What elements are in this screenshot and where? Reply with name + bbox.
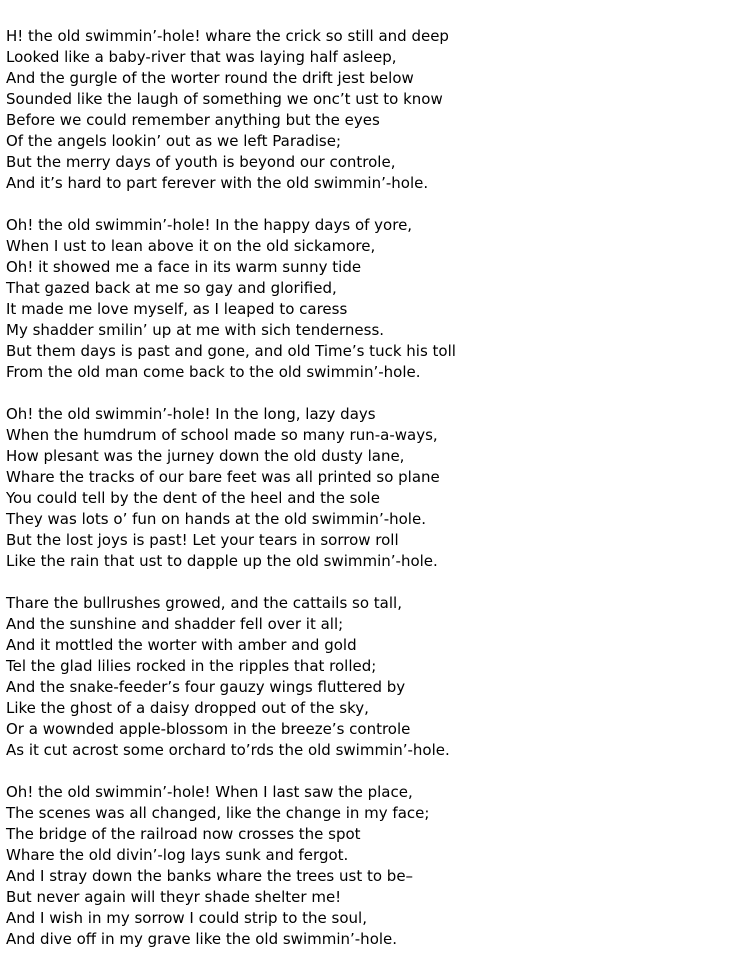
stanza-4 xyxy=(6,593,746,761)
poem-line: They was lots o’ fun on hands at the old swimmin’-hole. xyxy=(6,510,426,528)
poem-line: Before we could remember anything but the eyes xyxy=(6,111,380,129)
poem-line: Like the rain that ust to dapple up the old swimmin’-hole. xyxy=(6,552,438,570)
poem-line: And the sunshine and shadder fell over it all; xyxy=(6,615,344,633)
poem-line: Whare the tracks of our bare feet was all printed so plane xyxy=(6,468,440,486)
poem-line: But the merry days of youth is beyond our controle, xyxy=(6,153,396,171)
poem-line: And it mottled the worter with amber and gold xyxy=(6,636,357,654)
poem-line: But never again will theyr shade shelter me! xyxy=(6,888,342,906)
poem-line: That gazed back at me so gay and glorified, xyxy=(6,279,337,297)
poem-line: When the humdrum of school made so many run-a-ways, xyxy=(6,426,438,444)
poem-line: Looked like a baby-river that was laying half asleep, xyxy=(6,48,397,66)
poem-line: Tel the glad lilies rocked in the ripples that rolled; xyxy=(6,657,377,675)
poem-line: Whare the old divin’-log lays sunk and fergot. xyxy=(6,846,349,864)
poem-line: And the snake-feeder’s four gauzy wings fluttered by xyxy=(6,678,406,696)
poem-line: But them days is past and gone, and old Time’s tuck his toll xyxy=(6,342,456,360)
poem-line: And I stray down the banks whare the trees ust to be– xyxy=(6,867,414,885)
poem-line: Thare the bullrushes growed, and the cattails so tall, xyxy=(6,594,402,612)
poem-line: It made me love myself, as I leaped to caress xyxy=(6,300,348,318)
poem-line: Oh! it showed me a face in its warm sunny tide xyxy=(6,258,362,276)
poem-line: And it’s hard to part ferever with the old swimmin’-hole. xyxy=(6,174,429,192)
poem-line: The bridge of the railroad now crosses the spot xyxy=(6,825,361,843)
poem-line: H! the old swimmin’-hole! whare the crick so still and deep xyxy=(6,27,449,45)
poem-line: As it cut acrost some orchard to’rds the old swimmin’-hole. xyxy=(6,741,450,759)
poem-line: Sounded like the laugh of something we onc’t ust to know xyxy=(6,90,443,108)
poem-line: My shadder smilin’ up at me with sich tenderness. xyxy=(6,321,385,339)
poem-line: Oh! the old swimmin’-hole! When I last saw the place, xyxy=(6,783,413,801)
poem-line: How plesant was the jurney down the old dusty lane, xyxy=(6,447,405,465)
poem-line: And the gurgle of the worter round the drift jest below xyxy=(6,69,414,87)
poem-body xyxy=(6,26,746,971)
poem-line: Or a wownded apple-blossom in the breeze’s controle xyxy=(6,720,411,738)
stanza-5 xyxy=(6,782,746,950)
poem-line: And I wish in my sorrow I could strip to the soul, xyxy=(6,909,367,927)
poem-line: You could tell by the dent of the heel and the sole xyxy=(6,489,380,507)
stanza-2 xyxy=(6,215,746,383)
poem-line: And dive off in my grave like the old swimmin’-hole. xyxy=(6,930,398,948)
poem-line: Oh! the old swimmin’-hole! In the happy days of yore, xyxy=(6,216,413,234)
poem-line: The scenes was all changed, like the change in my face; xyxy=(6,804,430,822)
poem-line: When I ust to lean above it on the old sickamore, xyxy=(6,237,376,255)
stanza-1 xyxy=(6,26,746,194)
poem-line: Oh! the old swimmin’-hole! In the long, lazy days xyxy=(6,405,376,423)
poem-line: From the old man come back to the old swimmin’-hole. xyxy=(6,363,421,381)
poem-line: Like the ghost of a daisy dropped out of the sky, xyxy=(6,699,369,717)
stanza-3 xyxy=(6,404,746,572)
poem-line: But the lost joys is past! Let your tears in sorrow roll xyxy=(6,531,399,549)
poem-line: Of the angels lookin’ out as we left Paradise; xyxy=(6,132,342,150)
